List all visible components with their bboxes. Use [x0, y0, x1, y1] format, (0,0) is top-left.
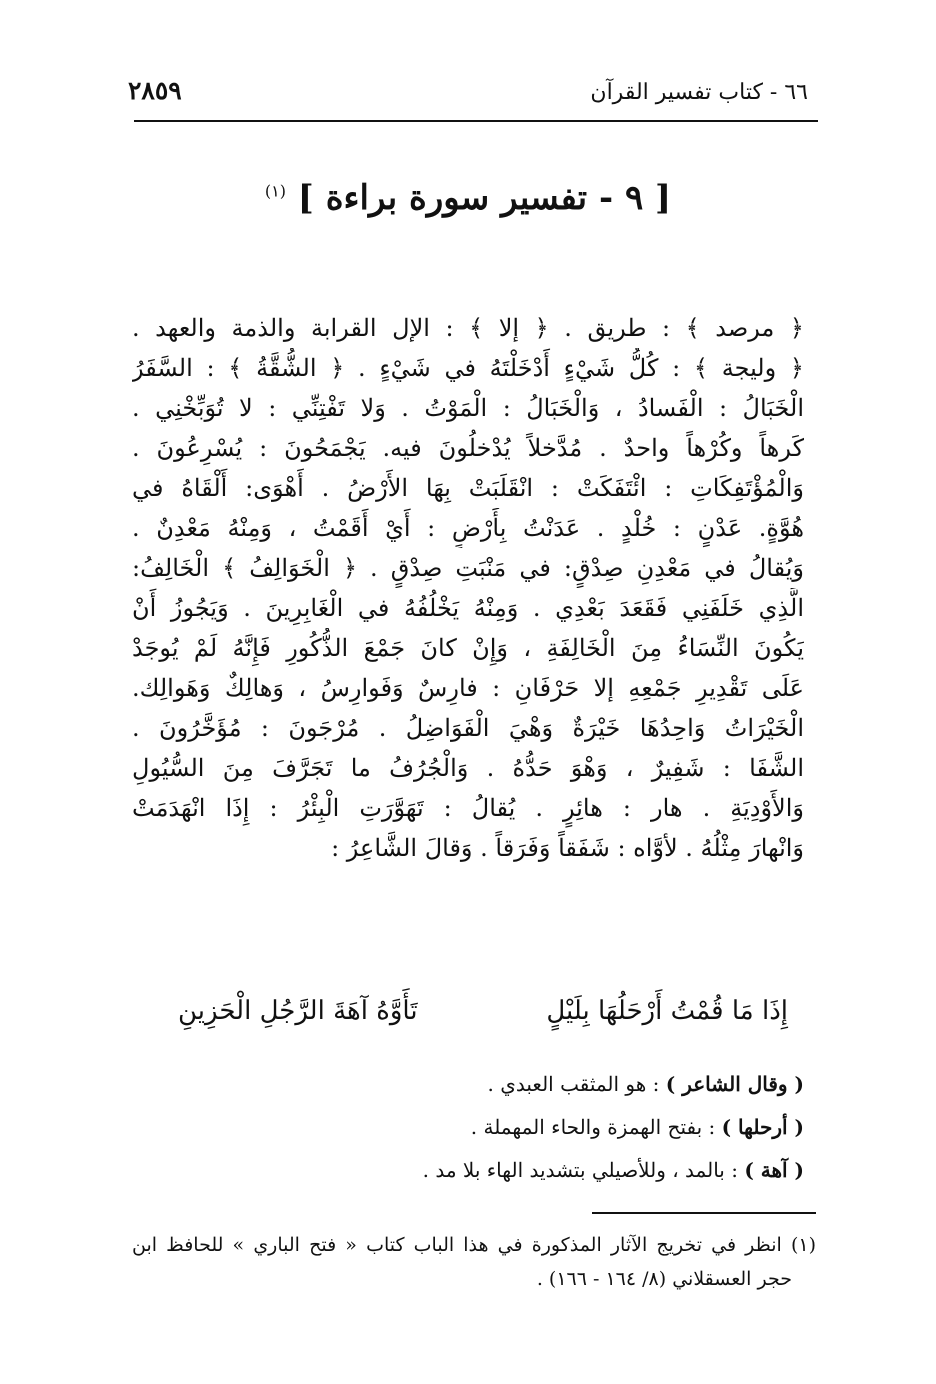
body-line: يَكُونَ النِّسَاءُ مِنَ الْخَالِفَةِ ، وَإِنْ كانَ جَمْعَ الذُّكُورِ فَإِنَّهُ لَمْ يُوجَدْ [132, 634, 804, 662]
note-text: : هو المثقب العبدي . [487, 1072, 660, 1096]
commentary-body [132, 308, 804, 868]
chapter-title-text: [ ٩ - تفسير سورة براءة ] [297, 178, 672, 218]
verse-first-hemistich: إِذَا مَا قُمْتُ أَرْحَلُهَا بِلَيْلٍ [546, 996, 788, 1026]
footnote-reference: (١) [264, 181, 286, 201]
body-line: الشَّفَا : شَفِيرٌ ، وَهْوَ حَدُّهُ . وَالْجُرُفُ ما تَجَرَّفَ مِنَ السُّيُولِ [132, 754, 804, 782]
footnote-line: (١) انظر في تخريج الآثار المذكورة في هذا الباب كتاب « فتح الباري » للحافظ ابن [132, 1234, 816, 1256]
body-line: الْخَيْرَاتُ وَاحِدُهَا خَيْرَةٌ وَهْيَ الْفَوَاضِلُ . مُرْجَونَ : مُؤَخَّرُونَ . [132, 714, 804, 742]
note-item [200, 1106, 804, 1149]
page-number: ٢٨٥٩ [128, 76, 182, 105]
body-line: عَلَى تَقْدِيرِ جَمْعِهِ إلا حَرْفَانِ : فارِسٌ وَفَوارِسُ ، وَهالِكٌ وَهَوالِك. [132, 674, 804, 702]
commentary-notes [200, 1063, 804, 1192]
note-text: : بالمد ، وللأصيلي بتشديد الهاء بلا مد . [422, 1158, 738, 1182]
body-line: وَالْمُؤْتَفِكَاتِ : ائْتَفَكَتْ : انْقَلَبَتْ بِهَا الأَرْضُ . أَهْوَى: أَلْقَاهُ في [132, 474, 804, 502]
note-term: ( أرحلها ) [721, 1115, 804, 1139]
footnote-divider [592, 1212, 816, 1214]
body-line: كَرهاً وكُرْهاً واحدٌ . مُدَّخلاً يُدْخلُونَ فيه. يَجْمَحُونَ : يُسْرِعُونَ . [132, 434, 804, 462]
body-line: وَانْهارَ مِثْلُهُ . لأوَّاه : شَفَقاً وَفَرَقاً . وَقالَ الشَّاعِرُ : [331, 834, 804, 862]
body-line: وَيُقالُ في مَعْدِنِ صِدْقٍ: في مَنْبَتِ صِدْقٍ . ﴿ الْخَوَالِفُ ﴾ الْخَالِفُ: [132, 554, 804, 582]
body-line: ﴿ وليجة ﴾ : كُلُّ شَيْءٍ أَدْخَلْتَهُ في شَيْءٍ . ﴿ الشُّقَّةُ ﴾ : السَّفَرُ [132, 354, 804, 382]
header-divider [134, 120, 818, 122]
note-term: ( آهة ) [744, 1158, 804, 1182]
footnote-line: حجر العسقلاني (٨/ ١٦٤ - ١٦٦) . [536, 1268, 792, 1290]
verse-second-hemistich: تَأَوَّهُ آهَةَ الرَّجُلِ الْحَزِينِ [178, 996, 418, 1026]
body-line: هُوَّةٍ. عَدْنٍ : خُلْدٍ . عَدَنْتُ بِأَرْضٍ : أَيْ أَقَمْتُ ، وَمِنْهُ مَعْدِنٌ . [132, 514, 804, 542]
body-line: الْخَبَالُ : الْفَسادُ ، وَالْخَبَالُ : الْمَوْتُ . وَلا تَفْتِنِّي : لا تُوَبِّخْنِي . [132, 394, 804, 422]
note-text: : بفتح الهمزة والحاء المهملة . [470, 1115, 716, 1139]
body-line: وَالأَوْدِيَةِ . هار : هائِرٍ . يُقالُ : تَهَوَّرَتِ الْبِئْرُ : إِذَا انْهَدَمَتْ [132, 794, 804, 822]
chapter-title [128, 178, 808, 218]
footnotes [132, 1228, 816, 1296]
poetry-verse [178, 988, 788, 1034]
note-item [200, 1063, 804, 1106]
note-term: ( وقال الشاعر ) [665, 1072, 804, 1096]
body-line: الَّذِي خَلَفَنِي فَقَعَدَ بَعْدِي . وَمِنْهُ يَخْلُفُهُ في الْغَابِرِينَ . وَيَجُوزُ أَنْ [132, 594, 804, 622]
page-header [128, 76, 808, 112]
running-title: ٦٦ - كتاب تفسير القرآن [590, 80, 808, 105]
note-item [200, 1149, 804, 1192]
body-line: ﴿ مرصد ﴾ : طريق . ﴿ إلا ﴾ : الإل القرابة والذمة والعهد . [132, 314, 804, 342]
